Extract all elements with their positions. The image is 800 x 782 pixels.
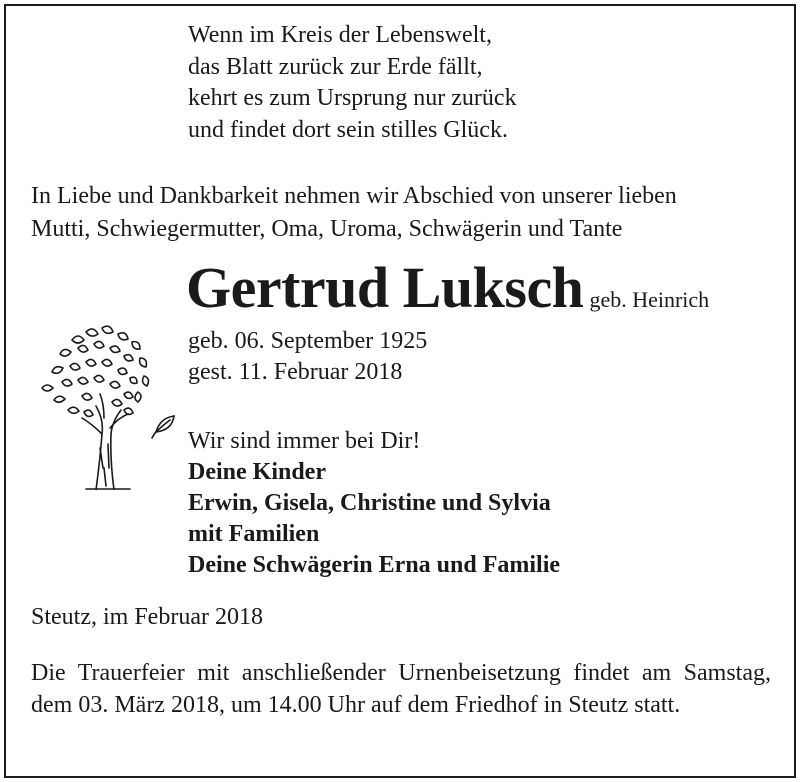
deceased-name-line <box>186 254 709 321</box>
family-motto: Wir sind immer bei Dir! <box>188 428 421 454</box>
deceased-name: Gertrud Luksch <box>186 255 584 320</box>
place-date: Steutz, im Februar 2018 <box>31 604 263 630</box>
tree-icon <box>34 318 184 490</box>
poem-line: kehrt es zum Ursprung nur zurück <box>188 85 517 111</box>
birth-date: geb. 06. September 1925 <box>188 328 428 354</box>
intro-line: Mutti, Schwiegermutter, Oma, Uroma, Schwägerin und Tante <box>31 216 623 242</box>
family-line: mit Familien <box>188 521 320 547</box>
poem-line: das Blatt zurück zur Erde fällt, <box>188 53 483 80</box>
family-line: Deine Schwägerin Erna und Familie <box>188 552 561 578</box>
poem <box>188 20 517 146</box>
family-line: Deine Kinder <box>188 459 326 485</box>
death-date: gest. 11. Februar 2018 <box>188 359 403 385</box>
birth-name: geb. Heinrich <box>589 287 710 312</box>
poem-line: und findet dort sein stilles Glück. <box>188 116 508 143</box>
life-dates <box>188 326 427 388</box>
family-line: Erwin, Gisela, Christine und Sylvia <box>188 490 551 516</box>
family-signature <box>188 426 560 581</box>
poem-line: Wenn im Kreis der Lebenswelt, <box>188 22 492 48</box>
intro-line: In Liebe und Dankbarkeit nehmen wir Abschied von unserer lieben <box>31 183 677 209</box>
intro-text <box>31 180 773 246</box>
funeral-notice: Die Trauerfeier mit anschließender Urnenbeisetzung findet am Samstag, dem 03. März 2018, um 14.00 Uhr auf dem Friedhof in Steutz statt. <box>31 660 771 718</box>
falling-leaf-icon <box>150 410 178 440</box>
